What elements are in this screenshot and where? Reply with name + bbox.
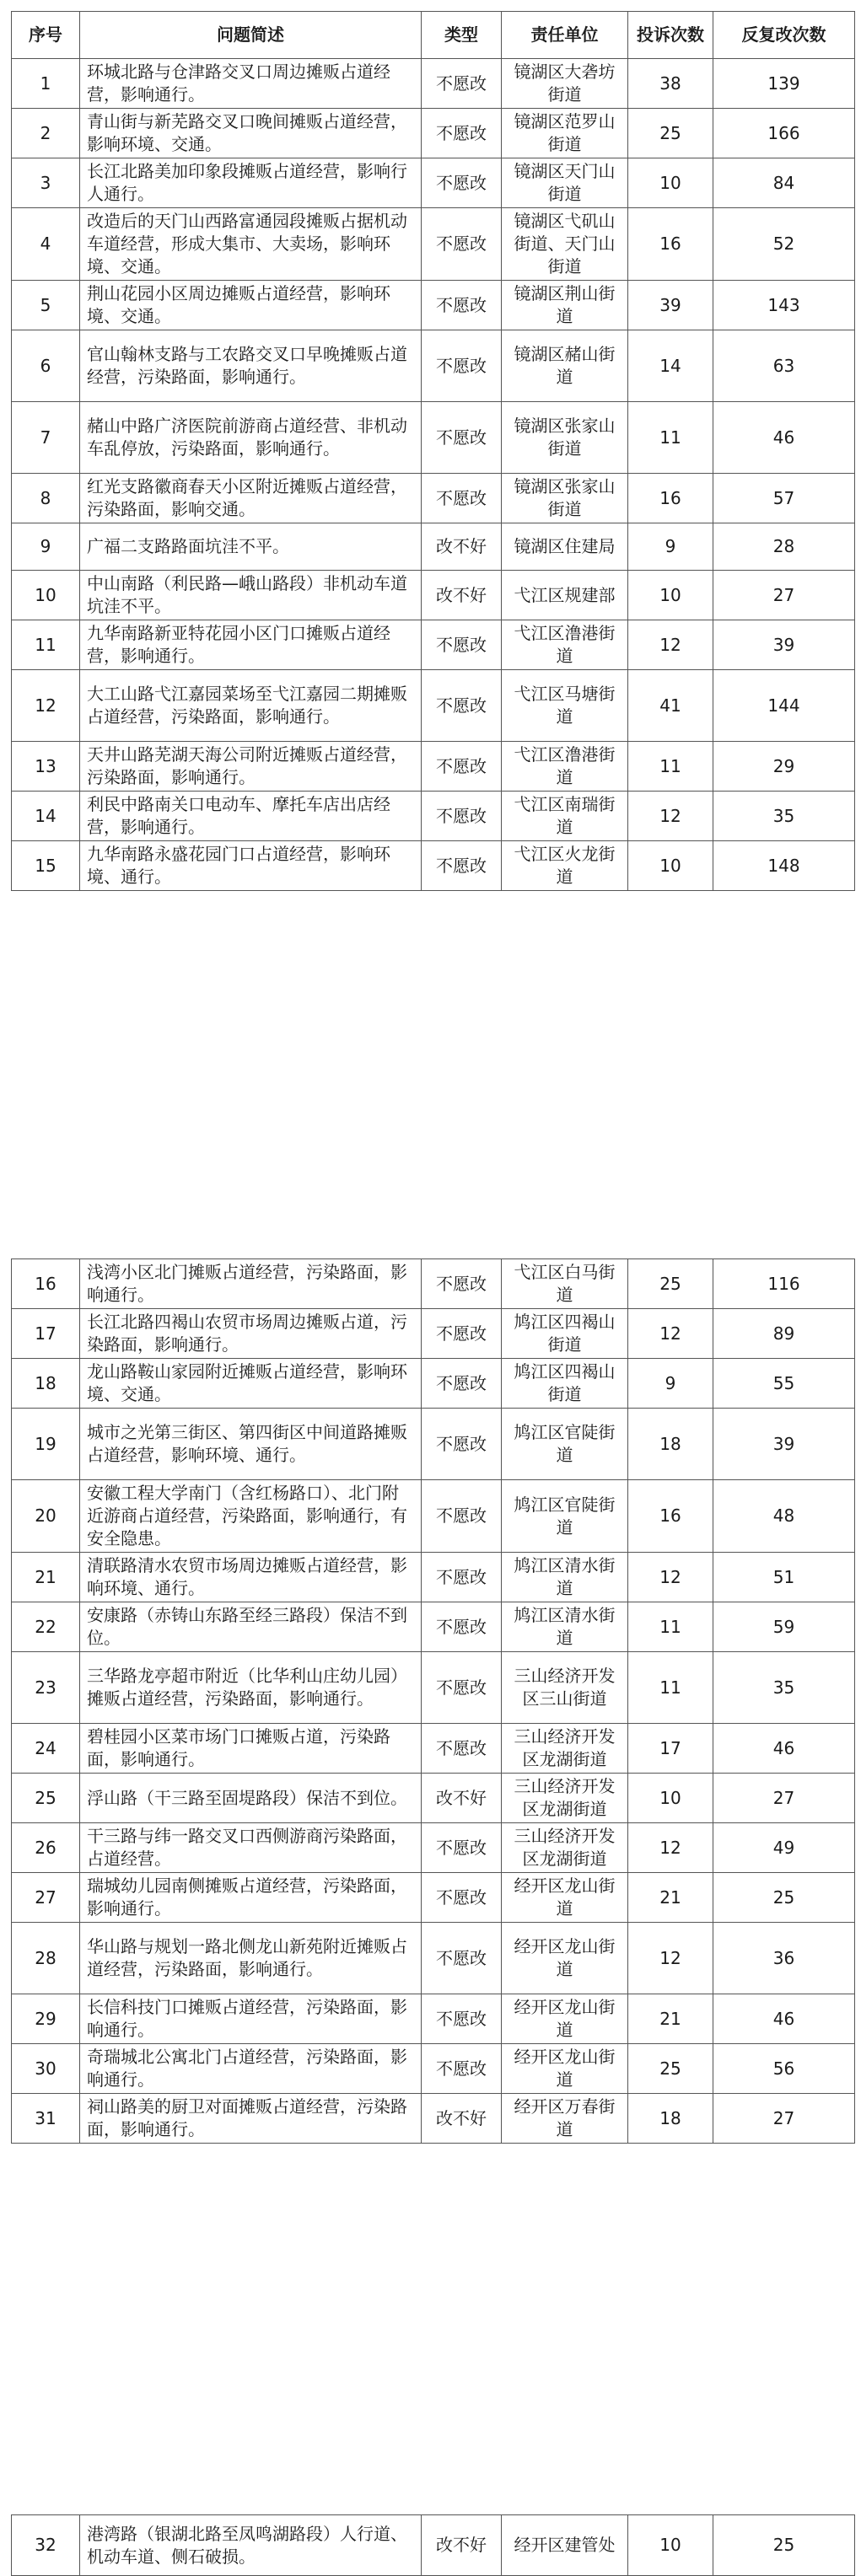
repeat-count: 57	[713, 474, 855, 523]
responsible-unit: 鸠江区清水街道	[502, 1553, 628, 1602]
issue-type: 不愿改	[422, 1409, 502, 1480]
issue-type: 不愿改	[422, 1873, 502, 1923]
issue-type: 不愿改	[422, 670, 502, 742]
responsible-unit: 鸠江区官陡街道	[502, 1480, 628, 1553]
row-number: 20	[12, 1480, 80, 1553]
table-row	[12, 109, 855, 158]
issue-type: 不愿改	[422, 2044, 502, 2094]
table-row	[12, 1823, 855, 1873]
row-number: 7	[12, 402, 80, 474]
table-row	[12, 1359, 855, 1409]
issue-type: 改不好	[422, 1774, 502, 1823]
issue-type: 改不好	[422, 571, 502, 620]
repeat-count: 139	[713, 59, 855, 109]
issue-type: 不愿改	[422, 1652, 502, 1724]
table-row	[12, 1259, 855, 1309]
responsible-unit: 镜湖区大砻坊街道	[502, 59, 628, 109]
responsible-unit: 三山经济开发区龙湖街道	[502, 1823, 628, 1873]
row-number: 24	[12, 1724, 80, 1774]
issue-type: 改不好	[422, 2515, 502, 2576]
table-row	[12, 402, 855, 474]
issue-type: 不愿改	[422, 330, 502, 402]
issue-type: 不愿改	[422, 1923, 502, 1994]
table-row	[12, 742, 855, 792]
responsible-unit: 三山经济开发区龙湖街道	[502, 1724, 628, 1774]
row-number: 2	[12, 109, 80, 158]
repeat-count: 56	[713, 2044, 855, 2094]
responsible-unit: 镜湖区天门山街道	[502, 158, 628, 208]
row-number: 3	[12, 158, 80, 208]
repeat-count: 63	[713, 330, 855, 402]
issue-description: 龙山路鞍山家园附近摊贩占道经营，影响环境、交通。	[80, 1359, 422, 1409]
responsible-unit: 鸠江区四褐山街道	[502, 1309, 628, 1359]
issue-type: 不愿改	[422, 1994, 502, 2044]
table-row	[12, 792, 855, 841]
complaint-count: 10	[628, 158, 713, 208]
complaint-count: 21	[628, 1873, 713, 1923]
issue-description: 青山街与新芜路交叉口晚间摊贩占道经营，影响环境、交通。	[80, 109, 422, 158]
complaint-count: 11	[628, 1602, 713, 1652]
issue-description: 碧桂园小区菜市场门口摊贩占道，污染路面，影响通行。	[80, 1724, 422, 1774]
complaint-count: 16	[628, 474, 713, 523]
header-no: 序号	[12, 12, 80, 59]
complaint-count: 9	[628, 1359, 713, 1409]
issue-description: 城市之光第三街区、第四街区中间道路摊贩占道经营，影响环境、通行。	[80, 1409, 422, 1480]
issue-type: 不愿改	[422, 1309, 502, 1359]
complaint-count: 12	[628, 1823, 713, 1873]
row-number: 28	[12, 1923, 80, 1994]
header-type: 类型	[422, 12, 502, 59]
table-row	[12, 281, 855, 330]
repeat-count: 55	[713, 1359, 855, 1409]
repeat-count: 166	[713, 109, 855, 158]
issue-description: 天井山路芜湖天海公司附近摊贩占道经营，污染路面，影响通行。	[80, 742, 422, 792]
complaint-table-part-1	[11, 11, 855, 891]
issue-description: 长信科技门口摊贩占道经营，污染路面，影响通行。	[80, 1994, 422, 2044]
row-number: 15	[12, 841, 80, 891]
row-number: 23	[12, 1652, 80, 1724]
issue-description: 官山翰林支路与工农路交叉口早晚摊贩占道经营，污染路面，影响通行。	[80, 330, 422, 402]
row-number: 19	[12, 1409, 80, 1480]
responsible-unit: 弋江区马塘街道	[502, 670, 628, 742]
table-row	[12, 670, 855, 742]
table-row	[12, 1602, 855, 1652]
complaint-count: 9	[628, 523, 713, 571]
repeat-count: 59	[713, 1602, 855, 1652]
issue-description: 浅湾小区北门摊贩占道经营，污染路面，影响通行。	[80, 1259, 422, 1309]
table-row	[12, 523, 855, 571]
repeat-count: 25	[713, 2515, 855, 2576]
issue-description: 环城北路与仓津路交叉口周边摊贩占道经营，影响通行。	[80, 59, 422, 109]
issue-description: 清联路清水农贸市场周边摊贩占道经营，影响环境、通行。	[80, 1553, 422, 1602]
complaint-count: 11	[628, 1652, 713, 1724]
responsible-unit: 镜湖区弋矶山街道、天门山街道	[502, 208, 628, 281]
responsible-unit: 鸠江区官陡街道	[502, 1409, 628, 1480]
repeat-count: 89	[713, 1309, 855, 1359]
table-row	[12, 330, 855, 402]
row-number: 21	[12, 1553, 80, 1602]
repeat-count: 25	[713, 1873, 855, 1923]
header-description: 问题简述	[80, 12, 422, 59]
table-row	[12, 620, 855, 670]
issue-type: 不愿改	[422, 620, 502, 670]
issue-type: 不愿改	[422, 402, 502, 474]
complaint-count: 21	[628, 1994, 713, 2044]
row-number: 10	[12, 571, 80, 620]
header-responsible-unit: 责任单位	[502, 12, 628, 59]
row-number: 1	[12, 59, 80, 109]
table-row	[12, 1994, 855, 2044]
responsible-unit: 弋江区火龙街道	[502, 841, 628, 891]
responsible-unit: 弋江区规建部	[502, 571, 628, 620]
repeat-count: 46	[713, 402, 855, 474]
repeat-count: 36	[713, 1923, 855, 1994]
issue-type: 不愿改	[422, 59, 502, 109]
complaint-table-part-2	[11, 1258, 855, 2144]
table-row	[12, 1923, 855, 1994]
issue-type: 不愿改	[422, 792, 502, 841]
responsible-unit: 经开区龙山街道	[502, 1873, 628, 1923]
complaint-count: 10	[628, 571, 713, 620]
complaint-count: 12	[628, 1553, 713, 1602]
complaint-count: 14	[628, 330, 713, 402]
complaint-count: 10	[628, 841, 713, 891]
issue-description: 安康路（赤铸山东路至经三路段）保洁不到位。	[80, 1602, 422, 1652]
complaint-count: 39	[628, 281, 713, 330]
complaint-count: 18	[628, 2094, 713, 2144]
repeat-count: 46	[713, 1994, 855, 2044]
responsible-unit: 经开区龙山街道	[502, 1923, 628, 1994]
repeat-count: 35	[713, 1652, 855, 1724]
issue-description: 九华南路新亚特花园小区门口摊贩占道经营，影响通行。	[80, 620, 422, 670]
row-number: 5	[12, 281, 80, 330]
table-row	[12, 1480, 855, 1553]
table-row	[12, 208, 855, 281]
responsible-unit: 弋江区南瑞街道	[502, 792, 628, 841]
table-row	[12, 1553, 855, 1602]
responsible-unit: 弋江区澛港街道	[502, 742, 628, 792]
issue-type: 不愿改	[422, 1553, 502, 1602]
repeat-count: 116	[713, 1259, 855, 1309]
repeat-count: 49	[713, 1823, 855, 1873]
issue-description: 改造后的天门山西路富通园段摊贩占据机动车道经营，形成大集市、大卖场，影响环境、交通。	[80, 208, 422, 281]
responsible-unit: 镜湖区张家山街道	[502, 474, 628, 523]
table-row	[12, 158, 855, 208]
complaint-count: 11	[628, 402, 713, 474]
issue-type: 改不好	[422, 2094, 502, 2144]
table-row	[12, 59, 855, 109]
table-row	[12, 1409, 855, 1480]
repeat-count: 84	[713, 158, 855, 208]
repeat-count: 52	[713, 208, 855, 281]
issue-description: 利民中路南关口电动车、摩托车店出店经营，影响通行。	[80, 792, 422, 841]
complaint-count: 16	[628, 208, 713, 281]
responsible-unit: 镜湖区赭山街道	[502, 330, 628, 402]
complaint-count: 25	[628, 2044, 713, 2094]
header-repeat-count: 反复改次数	[713, 12, 855, 59]
repeat-count: 46	[713, 1724, 855, 1774]
row-number: 30	[12, 2044, 80, 2094]
issue-type: 不愿改	[422, 1724, 502, 1774]
row-number: 12	[12, 670, 80, 742]
issue-description: 奇瑞城北公寓北门占道经营，污染路面，影响通行。	[80, 2044, 422, 2094]
issue-description: 安徽工程大学南门（含红杨路口）、北门附近游商占道经营，污染路面，影响通行，有安全隐患。	[80, 1480, 422, 1553]
issue-type: 不愿改	[422, 742, 502, 792]
responsible-unit: 鸠江区四褐山街道	[502, 1359, 628, 1409]
complaint-count: 12	[628, 620, 713, 670]
issue-description: 中山南路（利民路—峨山路段）非机动车道坑洼不平。	[80, 571, 422, 620]
responsible-unit: 经开区龙山街道	[502, 2044, 628, 2094]
complaint-count: 10	[628, 2515, 713, 2576]
row-number: 29	[12, 1994, 80, 2044]
issue-description: 瑞城幼儿园南侧摊贩占道经营，污染路面，影响通行。	[80, 1873, 422, 1923]
issue-type: 不愿改	[422, 474, 502, 523]
complaint-count: 18	[628, 1409, 713, 1480]
complaint-count: 25	[628, 1259, 713, 1309]
complaint-count: 41	[628, 670, 713, 742]
complaint-table-part-3	[11, 2514, 855, 2576]
row-number: 26	[12, 1823, 80, 1873]
issue-description: 浮山路（干三路至固堤路段）保洁不到位。	[80, 1774, 422, 1823]
repeat-count: 35	[713, 792, 855, 841]
responsible-unit: 镜湖区荆山街道	[502, 281, 628, 330]
issue-description: 九华南路永盛花园门口占道经营，影响环境、通行。	[80, 841, 422, 891]
table-row	[12, 1774, 855, 1823]
repeat-count: 27	[713, 1774, 855, 1823]
complaint-count: 25	[628, 109, 713, 158]
complaint-count: 12	[628, 792, 713, 841]
complaint-count: 10	[628, 1774, 713, 1823]
complaint-count: 12	[628, 1309, 713, 1359]
row-number: 6	[12, 330, 80, 402]
issue-type: 不愿改	[422, 109, 502, 158]
issue-type: 不愿改	[422, 841, 502, 891]
responsible-unit: 经开区龙山街道	[502, 1994, 628, 2044]
table-header-row	[12, 12, 855, 59]
issue-type: 改不好	[422, 523, 502, 571]
responsible-unit: 镜湖区住建局	[502, 523, 628, 571]
responsible-unit: 镜湖区张家山街道	[502, 402, 628, 474]
responsible-unit: 弋江区澛港街道	[502, 620, 628, 670]
repeat-count: 39	[713, 620, 855, 670]
row-number: 18	[12, 1359, 80, 1409]
issue-type: 不愿改	[422, 281, 502, 330]
repeat-count: 148	[713, 841, 855, 891]
repeat-count: 143	[713, 281, 855, 330]
issue-description: 广福二支路路面坑洼不平。	[80, 523, 422, 571]
row-number: 25	[12, 1774, 80, 1823]
repeat-count: 27	[713, 571, 855, 620]
row-number: 14	[12, 792, 80, 841]
table-row	[12, 2044, 855, 2094]
issue-description: 港湾路（银湖北路至凤鸣湖路段）人行道、机动车道、侧石破损。	[80, 2515, 422, 2576]
row-number: 11	[12, 620, 80, 670]
issue-description: 干三路与纬一路交叉口西侧游商污染路面，占道经营。	[80, 1823, 422, 1873]
complaint-count: 17	[628, 1724, 713, 1774]
issue-description: 赭山中路广济医院前游商占道经营、非机动车乱停放，污染路面，影响通行。	[80, 402, 422, 474]
responsible-unit: 弋江区白马街道	[502, 1259, 628, 1309]
row-number: 8	[12, 474, 80, 523]
row-number: 4	[12, 208, 80, 281]
complaint-count: 11	[628, 742, 713, 792]
responsible-unit: 三山经济开发区三山街道	[502, 1652, 628, 1724]
repeat-count: 28	[713, 523, 855, 571]
issue-type: 不愿改	[422, 1480, 502, 1553]
complaint-count: 16	[628, 1480, 713, 1553]
issue-description: 大工山路弋江嘉园菜场至弋江嘉园二期摊贩占道经营，污染路面，影响通行。	[80, 670, 422, 742]
header-complaint-count: 投诉次数	[628, 12, 713, 59]
responsible-unit: 镜湖区范罗山街道	[502, 109, 628, 158]
repeat-count: 51	[713, 1553, 855, 1602]
repeat-count: 48	[713, 1480, 855, 1553]
table-row	[12, 2515, 855, 2576]
issue-description: 长江北路美加印象段摊贩占道经营，影响行人通行。	[80, 158, 422, 208]
table-row	[12, 1873, 855, 1923]
issue-description: 长江北路四褐山农贸市场周边摊贩占道，污染路面，影响通行。	[80, 1309, 422, 1359]
table-row	[12, 474, 855, 523]
table-row	[12, 571, 855, 620]
table-row	[12, 2094, 855, 2144]
row-number: 9	[12, 523, 80, 571]
issue-type: 不愿改	[422, 1359, 502, 1409]
table-row	[12, 1652, 855, 1724]
responsible-unit: 三山经济开发区龙湖街道	[502, 1774, 628, 1823]
repeat-count: 144	[713, 670, 855, 742]
responsible-unit: 鸠江区清水街道	[502, 1602, 628, 1652]
repeat-count: 39	[713, 1409, 855, 1480]
table-row	[12, 841, 855, 891]
row-number: 31	[12, 2094, 80, 2144]
repeat-count: 27	[713, 2094, 855, 2144]
table-row	[12, 1724, 855, 1774]
issue-description: 华山路与规划一路北侧龙山新苑附近摊贩占道经营，污染路面，影响通行。	[80, 1923, 422, 1994]
responsible-unit: 经开区万春街道	[502, 2094, 628, 2144]
row-number: 17	[12, 1309, 80, 1359]
table-row	[12, 1309, 855, 1359]
complaint-count: 12	[628, 1923, 713, 1994]
issue-type: 不愿改	[422, 1259, 502, 1309]
issue-type: 不愿改	[422, 158, 502, 208]
complaint-count: 38	[628, 59, 713, 109]
row-number: 16	[12, 1259, 80, 1309]
issue-type: 不愿改	[422, 1823, 502, 1873]
issue-description: 荆山花园小区周边摊贩占道经营，影响环境、交通。	[80, 281, 422, 330]
issue-type: 不愿改	[422, 208, 502, 281]
row-number: 32	[12, 2515, 80, 2576]
issue-description: 三华路龙亭超市附近（比华利山庄幼儿园）摊贩占道经营，污染路面，影响通行。	[80, 1652, 422, 1724]
row-number: 22	[12, 1602, 80, 1652]
issue-type: 不愿改	[422, 1602, 502, 1652]
issue-description: 祠山路美的厨卫对面摊贩占道经营，污染路面，影响通行。	[80, 2094, 422, 2144]
responsible-unit: 经开区建管处	[502, 2515, 628, 2576]
row-number: 27	[12, 1873, 80, 1923]
issue-description: 红光支路徽商春天小区附近摊贩占道经营，污染路面，影响交通。	[80, 474, 422, 523]
row-number: 13	[12, 742, 80, 792]
repeat-count: 29	[713, 742, 855, 792]
